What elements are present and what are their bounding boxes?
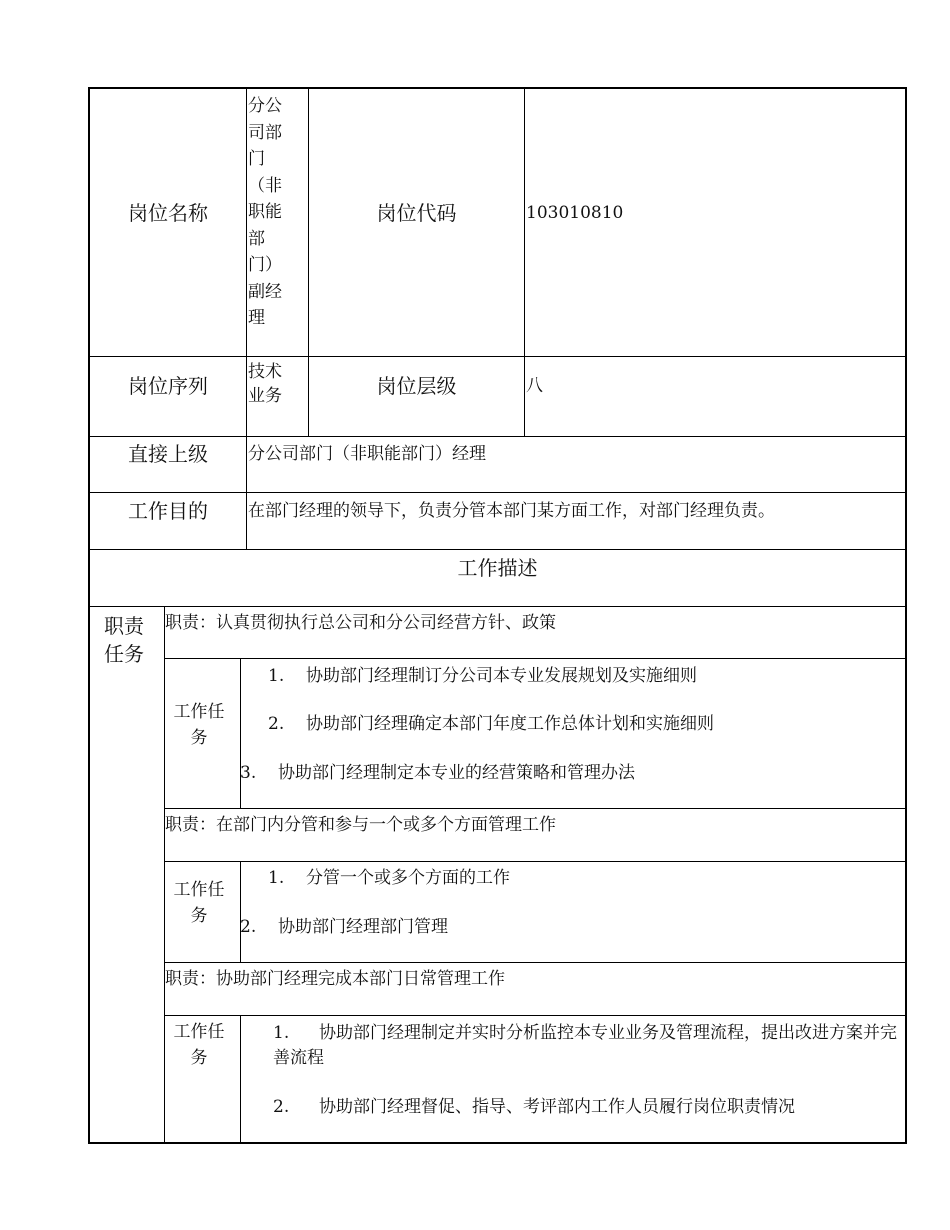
post-sequence-label: 岗位序列 (128, 374, 208, 398)
row-divider (88, 436, 907, 437)
superior-label: 直接上级 (128, 442, 208, 466)
row-divider (88, 549, 907, 550)
row-divider (164, 658, 907, 659)
duty-title: 职责：在部门内分管和参与一个或多个方面管理工作 (165, 815, 556, 835)
duty-title: 职责：协助部门经理完成本部门日常管理工作 (165, 969, 505, 989)
task-text: 协助部门经理部门管理 (278, 917, 448, 937)
col-divider (240, 658, 241, 809)
task-text: 协助部门经理督促、指导、考评部内工作人员履行岗位职责情况 (319, 1097, 795, 1117)
task-text: 协助部门经理制定本专业的经营策略和管理办法 (278, 763, 635, 783)
task-text: 协助部门经理制定并实时分析监控本专业业务及管理流程，提出改进方案并完善流程 (273, 1023, 897, 1068)
table-border-top (88, 87, 907, 89)
task-label: 工作任务 (173, 880, 225, 926)
row-divider (164, 861, 907, 862)
post-sequence-value: 技术业务 (248, 362, 282, 406)
post-level-value: 八 (526, 376, 543, 396)
row-divider (88, 606, 907, 607)
task-text: 协助部门经理确定本部门年度工作总体计划和实施细则 (306, 714, 714, 734)
task-number: 1. (268, 868, 285, 888)
task-text: 分管一个或多个方面的工作 (306, 868, 510, 888)
post-level-label: 岗位层级 (376, 374, 457, 398)
row-divider (88, 492, 907, 493)
table-border-right (905, 87, 907, 1144)
superior-value: 分公司部门（非职能部门）经理 (248, 444, 486, 464)
task-text: 协助部门经理制订分公司本专业发展规划及实施细则 (306, 666, 697, 686)
col-divider (240, 861, 241, 963)
table-border-left (88, 87, 90, 1144)
task-label: 工作任务 (173, 702, 225, 748)
post-name-value: 分公司部门（非职能部门）副经理 (248, 96, 282, 328)
col-divider (240, 1015, 241, 1144)
row-divider (164, 962, 907, 963)
task-number: 1. (268, 666, 285, 686)
purpose-value: 在部门经理的领导下，负责分管本部门某方面工作，对部门经理负责。 (248, 501, 775, 521)
row-divider (164, 1015, 907, 1016)
col-divider (164, 606, 165, 1144)
task-label: 工作任务 (173, 1022, 225, 1068)
description-title: 工作描述 (457, 556, 538, 580)
task-number: 3. (240, 763, 257, 783)
duty-title: 职责：认真贯彻执行总公司和分公司经营方针、政策 (165, 613, 556, 633)
task-number: 2. (273, 1097, 290, 1117)
col-divider (246, 87, 247, 550)
post-code-value: 103010810 (526, 203, 624, 223)
post-name-label: 岗位名称 (128, 201, 208, 225)
task-number: 2. (268, 714, 285, 734)
col-divider (524, 87, 525, 437)
row-divider (164, 808, 907, 809)
duties-label: 职责任务 (104, 614, 144, 666)
task-number: 2. (240, 917, 257, 937)
table-border-bottom (88, 1142, 907, 1144)
row-divider (88, 356, 907, 357)
post-code-label: 岗位代码 (376, 201, 457, 225)
task-number: 1. (273, 1023, 290, 1043)
purpose-label: 工作目的 (128, 499, 208, 523)
